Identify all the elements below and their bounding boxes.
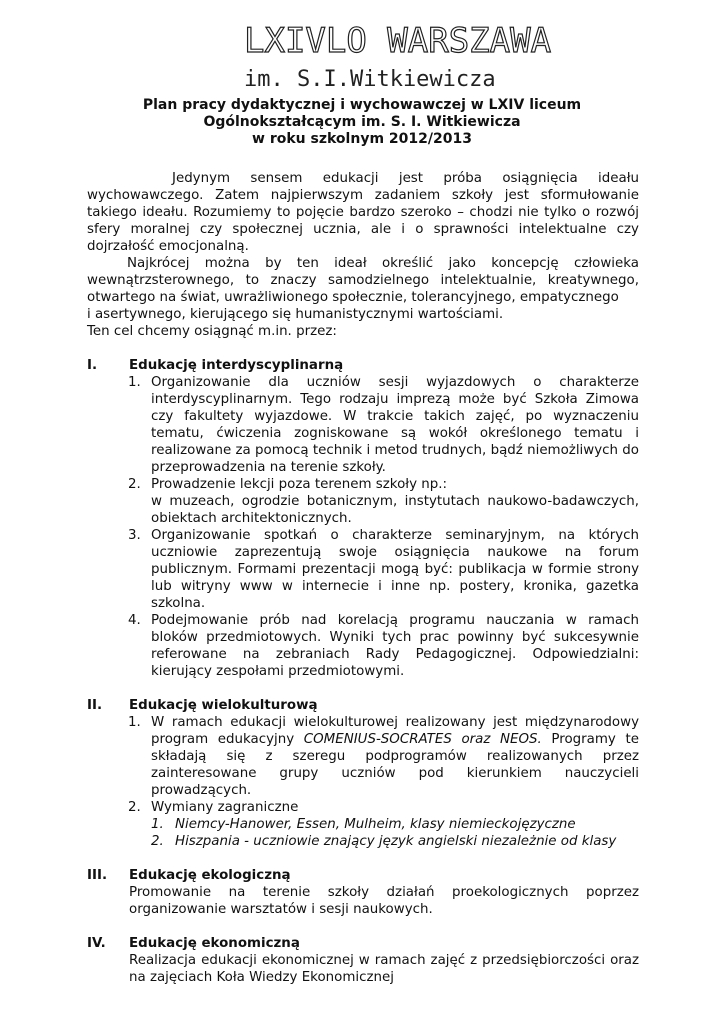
section-title: Edukację interdyscyplinarną bbox=[129, 358, 344, 373]
intro-paragraph-4: Ten cel chcemy osiągnąć m.in. przez: bbox=[87, 324, 337, 339]
school-logo bbox=[238, 21, 552, 94]
item-number: 3. bbox=[128, 528, 141, 543]
list-item bbox=[128, 612, 639, 680]
logo-line1: LXIVLO WARSZAWA bbox=[244, 21, 552, 61]
list-item bbox=[128, 374, 639, 476]
subitem-number: 1. bbox=[151, 817, 164, 832]
section-number: IV. bbox=[87, 936, 106, 951]
item-text-post: Programy te składają się z szeregu podprogramów realizowanych przez zainteresowane grupy uczniów pod kierunkiem nauczycieli prowadzących. bbox=[151, 732, 639, 798]
item-number: 1. bbox=[128, 715, 141, 730]
list-item bbox=[128, 799, 639, 816]
intro-paragraph-1: Jedynym sensem edukacji jest próba osiągnięcia ideału wychowawczego. Zatem najpierwszym zadaniem szkoły jest sformułowanie takiego ideału. Rozumiemy to pojęcie bardzo szeroko – chodzi nie tylko o rozwój sfery moralnej czy społecznej ucznia, ale i o sprawności intelektualne czy dojrzałość emocjonalną. bbox=[87, 171, 639, 254]
section-number: I. bbox=[87, 358, 98, 373]
section-3-text: Promowanie na terenie szkoły działań proekologicznych poprzez organizowanie warsztatów i sesji naukowych. bbox=[129, 885, 639, 917]
list-item bbox=[128, 714, 639, 799]
title-line3: w roku szkolnym 2012/2013 bbox=[252, 131, 472, 147]
section-heading-3 bbox=[87, 867, 639, 884]
title-line2: Ogólnokształcącym im. S. I. Witkiewicza bbox=[203, 114, 521, 130]
program-names: COMENIUS-SOCRATES oraz NEOS. bbox=[303, 732, 542, 747]
subitem-text: Niemcy-Hanower, Essen, Mulheim, klasy niemieckojęzyczne bbox=[175, 817, 576, 832]
item-number: 1. bbox=[128, 375, 141, 390]
subitem-text: Hiszpania - uczniowie znający język angielski niezależnie od klasy bbox=[175, 834, 617, 849]
section-title: Edukację wielokulturową bbox=[129, 698, 318, 713]
document-body bbox=[87, 170, 639, 986]
item-text bbox=[151, 714, 639, 799]
section-title: Edukację ekologiczną bbox=[129, 868, 291, 883]
item-text bbox=[151, 476, 639, 527]
list-item bbox=[128, 527, 639, 612]
item-text-line: Prowadzenie lekcji poza terenem szkoły np.: bbox=[151, 477, 448, 492]
intro-paragraph-3: i asertywnego, kierującego się humanistycznymi wartościami. bbox=[87, 307, 504, 322]
item-text-pre: W ramach edukacji wielokulturowej realizowany jest międzynarodowy program edukacyjny bbox=[151, 715, 639, 747]
item-number: 4. bbox=[128, 613, 141, 628]
item-text: Organizowanie dla uczniów sesji wyjazdowych o charakterze interdyscyplinarnym. Tego rodzaju imprezą może być Szkoła Zimowa czy fakultety wyjazdowe. W trakcie takich zajęć, po wyznaczeniu tematu, ćwiczenia zogniskowane są wokół określonego tematu i realizowane za pomocą technik i metod trudnych, bądź niemożliwych do przeprowadzenia na terenie szkoły. bbox=[151, 375, 639, 475]
subitem-number: 2. bbox=[151, 834, 164, 849]
sublist-item bbox=[151, 833, 639, 850]
section-title: Edukację ekonomiczną bbox=[129, 936, 300, 951]
section-heading-1 bbox=[87, 357, 639, 374]
item-text: Organizowanie spotkań o charakterze seminaryjnym, na których uczniowie zaprezentują swoje osiągnięcia naukowe na forum publicznym. Formami prezentacji mogą być: publikacja w formie strony lub witryny www w internecie i inne np. postery, kronika, gazetka szkolna. bbox=[151, 528, 639, 611]
item-number: 2. bbox=[128, 477, 141, 492]
item-text: Wymiany zagraniczne bbox=[151, 800, 299, 815]
section-1-list bbox=[128, 374, 639, 680]
item-text: Podejmowanie prób nad korelacją programu nauczania w ramach bloków przedmiotowych. Wyniki tych prac powinny być sukcesywnie referowane na zebraniach Rady Pedagogicznej. Odpowiedzialni: kierujący zespołami przedmiotowymi. bbox=[151, 613, 639, 679]
sublist-item bbox=[151, 816, 639, 833]
section-2-list bbox=[128, 714, 639, 816]
section-number: II. bbox=[87, 698, 103, 713]
handwritten-logo bbox=[238, 21, 552, 94]
section-number: III. bbox=[87, 868, 108, 883]
document-title bbox=[90, 97, 634, 148]
list-item bbox=[128, 476, 639, 527]
item-number: 2. bbox=[128, 800, 141, 815]
section-4-text: Realizacja edukacji ekonomicznej w ramach zajęć z przedsiębiorczości oraz na zajęciach Koła Wiedzy Ekonomicznej bbox=[129, 953, 639, 985]
intro-paragraph-2: Najkrócej można by ten ideał określić jako koncepcję człowieka wewnątrzsterownego, to znaczy samodzielnego intelektualnie, kreatywnego, otwartego na świat, uwrażliwionego społecznie, tolerancyjnego, empatycznego bbox=[87, 256, 639, 305]
item-text-continuation: w muzeach, ogrodzie botanicznym, instytutach naukowo-badawczych, obiektach architektonicznych. bbox=[151, 494, 639, 526]
exchange-sublist bbox=[151, 816, 639, 850]
section-heading-4 bbox=[87, 935, 639, 952]
section-heading-2 bbox=[87, 697, 639, 714]
title-line1: Plan pracy dydaktycznej i wychowawczej w LXIV liceum bbox=[142, 97, 582, 113]
logo-line2: im. S.I.Witkiewicza bbox=[244, 67, 496, 92]
